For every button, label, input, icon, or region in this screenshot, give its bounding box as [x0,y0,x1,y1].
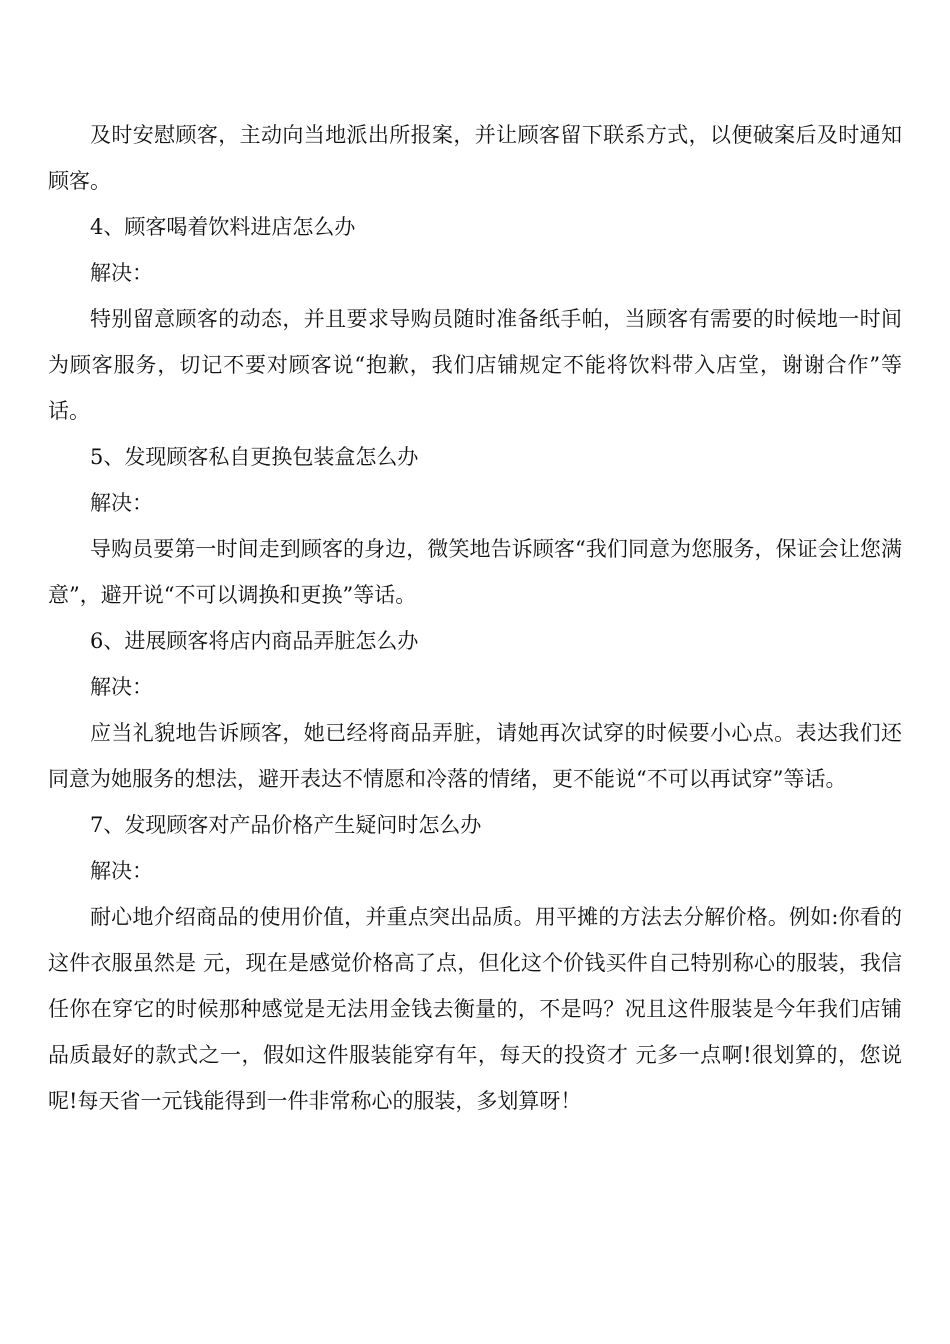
paragraph-solution-6: 应当礼貌地告诉顾客，她已经将商品弄脏，请她再次试穿的时候要小心点。表达我们还同意为她服务的想法，避开表达不情愿和冷落的情绪，更不能说“不可以再试穿”等话。 [48,721,902,791]
solution-label-5: 解决： [90,491,153,515]
solution-label-4: 解决： [90,261,153,285]
solution-label-6: 解决： [90,675,153,699]
paragraph-consolation: 及时安慰顾客，主动向当地派出所报案，并让顾客留下联系方式，以便破案后及时通知顾客。 [48,123,902,193]
paragraph-solution-5: 导购员要第一时间走到顾客的身边，微笑地告诉顾客“我们同意为您服务，保证会让您满意”，避开说“不可以调换和更换”等话。 [48,537,902,607]
document-page [48,112,902,1124]
heading-item-4: 4、顾客喝着饮料进店怎么办 [90,215,356,239]
heading-item-5: 5、发现顾客私自更换包装盒怎么办 [90,445,419,469]
solution-label-7: 解决： [90,859,153,883]
paragraph-solution-4: 特别留意顾客的动态，并且要求导购员随时准备纸手帕，当顾客有需要的时候地一时间为顾客服务，切记不要对顾客说“抱歉，我们店铺规定不能将饮料带入店堂，谢谢合作”等话。 [48,307,902,423]
heading-item-7: 7、发现顾客对产品价格产生疑问时怎么办 [90,813,482,837]
paragraph-solution-7: 耐心地介绍商品的使用价值，并重点突出品质。用平摊的方法去分解价格。例如:你看的这件衣服虽然是 元，现在是感觉价格高了点，但化这个价钱买件自己特别称心的服装，我信任你在穿它的时候那种感觉是无法用金钱去衡量的，不是吗？况且这件服装是今年我们店铺品质最好的款式之一，假如这件服装能穿有年，每天的投资才 元多一点啊!很划算的，您说呢!每天省一元钱能得到一件非常称心的服装，多划算呀！ [48,905,902,1113]
heading-item-6: 6、进展顾客将店内商品弄脏怎么办 [90,629,419,653]
